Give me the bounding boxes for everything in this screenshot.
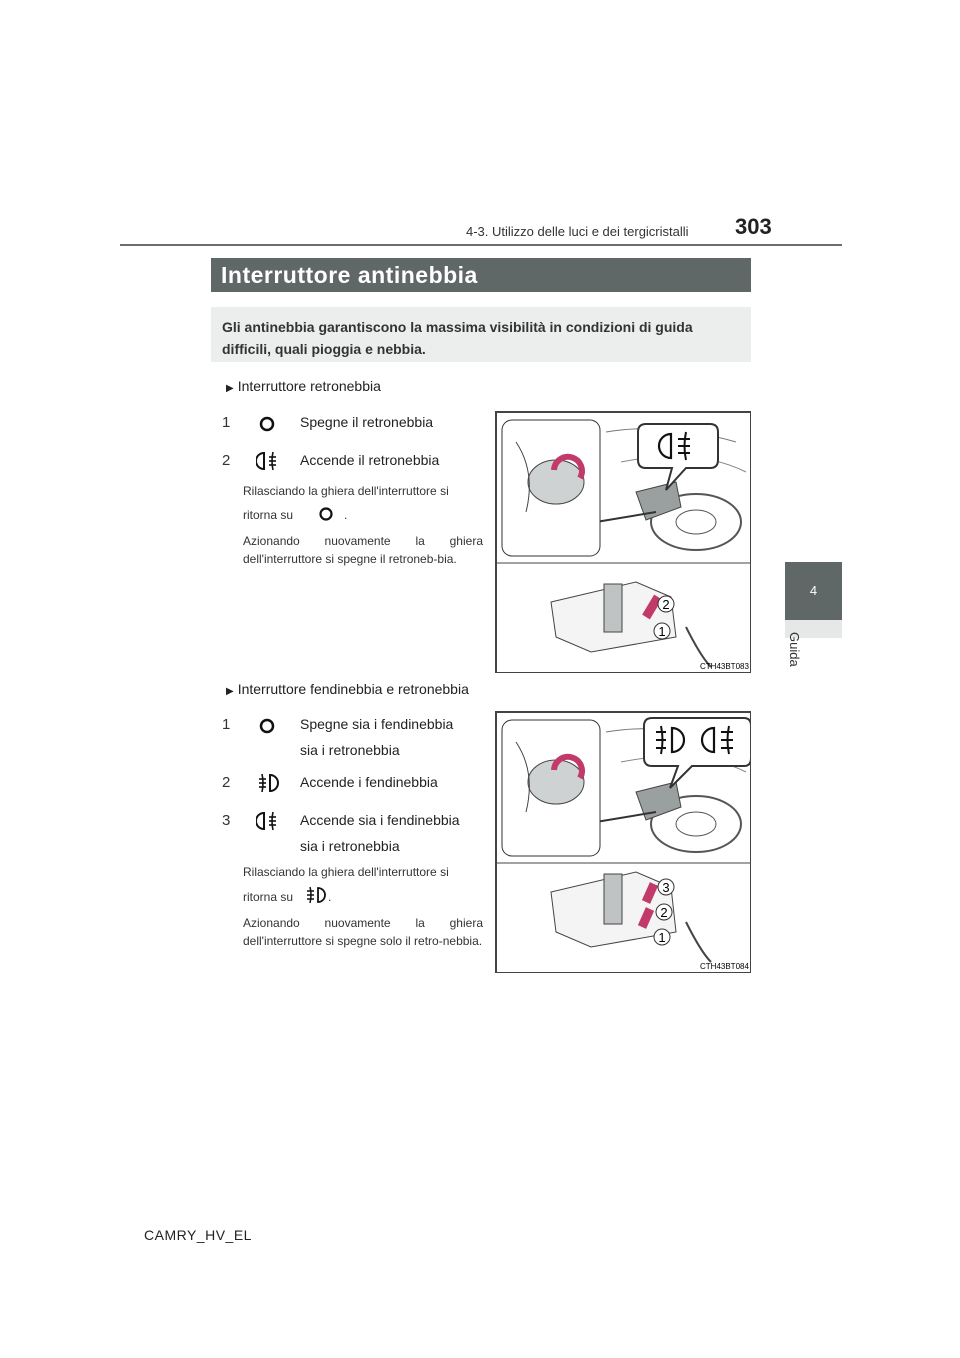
intro-box <box>211 307 751 362</box>
header-divider <box>120 244 842 246</box>
callout-number: 3 <box>662 880 670 895</box>
item-number: 3 <box>222 812 231 829</box>
item-text: sia i retronebbia <box>300 838 400 854</box>
item-text: Accende il retronebbia <box>300 452 440 468</box>
note-text: Rilasciando la ghiera dell'interruttore si <box>243 865 449 879</box>
note-text: Rilasciando la ghiera dell'interruttore si <box>243 484 449 498</box>
off-ring-icon <box>258 717 276 735</box>
rear-fog-switch-illustration <box>495 411 751 673</box>
item-text: Spegne il retronebbia <box>300 414 434 430</box>
callout-number: 2 <box>662 597 670 612</box>
subsection-heading-text: Interruttore retronebbia <box>237 378 381 394</box>
figure-code: CTH43BT083 <box>700 662 749 671</box>
item-number: 2 <box>222 774 231 791</box>
chapter-label: Guida <box>787 632 802 667</box>
callout-number: 1 <box>658 624 666 639</box>
triangle-bullet-icon: ▶ <box>226 383 234 394</box>
note-text: . <box>328 890 332 904</box>
section-title: Interruttore antinebbia <box>211 258 751 292</box>
item-text: Accende sia i fendinebbia <box>300 812 460 828</box>
off-ring-icon <box>258 415 276 433</box>
item-text: sia i retronebbia <box>300 742 400 758</box>
item-number: 1 <box>222 414 231 431</box>
intro-text: Gli antinebbia garantiscono la massima visibilità in condizioni di guida difficili, quali pioggia e nebbia. <box>222 319 693 357</box>
note-text: ritorna su <box>243 508 294 522</box>
off-ring-icon <box>318 506 334 522</box>
footer-model-code: CAMRY_HV_EL <box>144 1227 252 1243</box>
subsection-heading-front-rear-fog <box>226 681 469 697</box>
header-section-title: 4-3. Utilizzo delle luci e dei tergicristalli <box>466 224 689 239</box>
front-fog-icon <box>305 885 327 905</box>
rear-fog-icon <box>256 810 280 832</box>
note-text: . <box>344 508 348 522</box>
front-fog-icon <box>256 772 280 794</box>
item-text: Accende i fendinebbia <box>300 774 438 790</box>
subsection-heading-rear-fog <box>226 378 381 394</box>
note-text: Azionando nuovamente la ghiera dell'interruttore si spegne il retroneb-bia. <box>243 534 483 566</box>
callout-number: 2 <box>660 905 668 920</box>
front-rear-fog-switch-illustration <box>495 711 751 973</box>
callout-number: 1 <box>658 930 666 945</box>
page-number: 303 <box>735 214 772 239</box>
chapter-number: 4 <box>809 583 818 598</box>
figure-code: CTH43BT084 <box>700 962 749 971</box>
note-text: Azionando nuovamente la ghiera dell'interruttore si spegne solo il retro-nebbia. <box>243 916 483 948</box>
note-text: ritorna su <box>243 890 294 904</box>
rear-fog-icon <box>256 450 280 472</box>
item-number: 1 <box>222 716 231 733</box>
subsection-heading-text: Interruttore fendinebbia e retronebbia <box>237 681 469 697</box>
triangle-bullet-icon: ▶ <box>226 686 234 697</box>
item-number: 2 <box>222 452 231 469</box>
item-text: Spegne sia i fendinebbia <box>300 716 454 732</box>
